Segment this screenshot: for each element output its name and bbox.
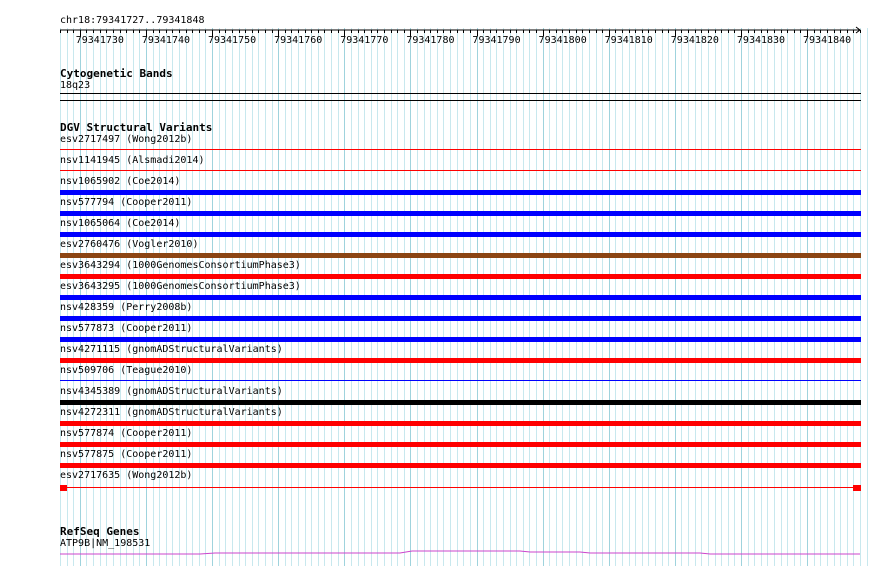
variant-bar[interactable] <box>60 400 861 405</box>
variant-bar[interactable] <box>60 421 861 426</box>
variant-bar[interactable] <box>60 337 861 342</box>
cytoband-bar <box>60 93 861 94</box>
variant-bar[interactable] <box>60 253 861 258</box>
variant-bar[interactable] <box>60 295 861 300</box>
variant-bar[interactable] <box>60 358 861 363</box>
cytobands-title: Cytogenetic Bands <box>60 67 173 80</box>
variant-label[interactable]: nsv577794 (Cooper2011) <box>60 197 193 208</box>
refseq-gene-track[interactable] <box>0 548 890 558</box>
refseq-gene-label[interactable]: ATP9B|NM_198531 <box>60 538 151 549</box>
ruler-tick-label: 79341770 <box>340 35 389 46</box>
variant-bar[interactable] <box>60 442 861 447</box>
ruler-tick-label: 79341840 <box>803 35 852 46</box>
variant-label[interactable]: nsv4345389 (gnomADStructuralVariants) <box>60 386 283 397</box>
variant-label[interactable]: nsv4271115 (gnomADStructuralVariants) <box>60 344 283 355</box>
variant-label[interactable]: nsv428359 (Perry2008b) <box>60 302 193 313</box>
variant-bar[interactable] <box>60 380 861 381</box>
cytoband-label: 18q23 <box>60 80 91 91</box>
variant-bar[interactable] <box>60 487 861 488</box>
dgv-title: DGV Structural Variants <box>60 121 213 134</box>
variant-label[interactable]: esv3643295 (1000GenomesConsortiumPhase3) <box>60 281 301 292</box>
variant-label[interactable]: esv2760476 (Vogler2010) <box>60 239 199 250</box>
track-divider <box>60 100 861 101</box>
variant-bar-end[interactable] <box>60 485 67 491</box>
ruler-tick-label: 79341810 <box>604 35 653 46</box>
ruler-tick-label: 79341790 <box>472 35 521 46</box>
ruler-tick-label: 79341820 <box>670 35 719 46</box>
locus-label: chr18:79341727..79341848 <box>60 15 205 26</box>
refseq-title: RefSeq Genes <box>60 525 140 538</box>
variant-bar[interactable] <box>60 149 861 150</box>
variant-bar[interactable] <box>60 170 861 171</box>
variant-bar[interactable] <box>60 190 861 195</box>
variant-label[interactable]: nsv1141945 (Alsmadi2014) <box>60 155 205 166</box>
variant-label[interactable]: nsv1065902 (Coe2014) <box>60 176 181 187</box>
variant-bar[interactable] <box>60 316 861 321</box>
variant-bar-end[interactable] <box>853 485 861 491</box>
variant-bar[interactable] <box>60 463 861 468</box>
variant-label[interactable]: esv2717635 (Wong2012b) <box>60 470 193 481</box>
ruler-tick-label: 79341830 <box>736 35 786 46</box>
variant-bar[interactable] <box>60 232 861 237</box>
ruler-tick-label: 79341760 <box>274 35 323 46</box>
ruler-tick-label: 79341780 <box>406 35 455 46</box>
variant-bar[interactable] <box>60 211 861 216</box>
ruler-tick-label: 79341730 <box>75 35 124 46</box>
variant-label[interactable]: esv2717497 (Wong2012b) <box>60 134 193 145</box>
variant-label[interactable]: esv3643294 (1000GenomesConsortiumPhase3) <box>60 260 301 271</box>
variant-label[interactable]: nsv577875 (Cooper2011) <box>60 449 193 460</box>
ruler-tick-label: 79341750 <box>207 35 257 46</box>
variant-bar[interactable] <box>60 274 861 279</box>
variant-label[interactable]: nsv577874 (Cooper2011) <box>60 428 193 439</box>
variant-label[interactable]: nsv577873 (Cooper2011) <box>60 323 193 334</box>
variant-label[interactable]: nsv1065064 (Coe2014) <box>60 218 181 229</box>
ruler-tick-label: 79341740 <box>141 35 191 46</box>
variant-label[interactable]: nsv4272311 (gnomADStructuralVariants) <box>60 407 283 418</box>
ruler-tick-label: 79341800 <box>538 35 587 46</box>
variant-label[interactable]: nsv509706 (Teague2010) <box>60 365 193 376</box>
